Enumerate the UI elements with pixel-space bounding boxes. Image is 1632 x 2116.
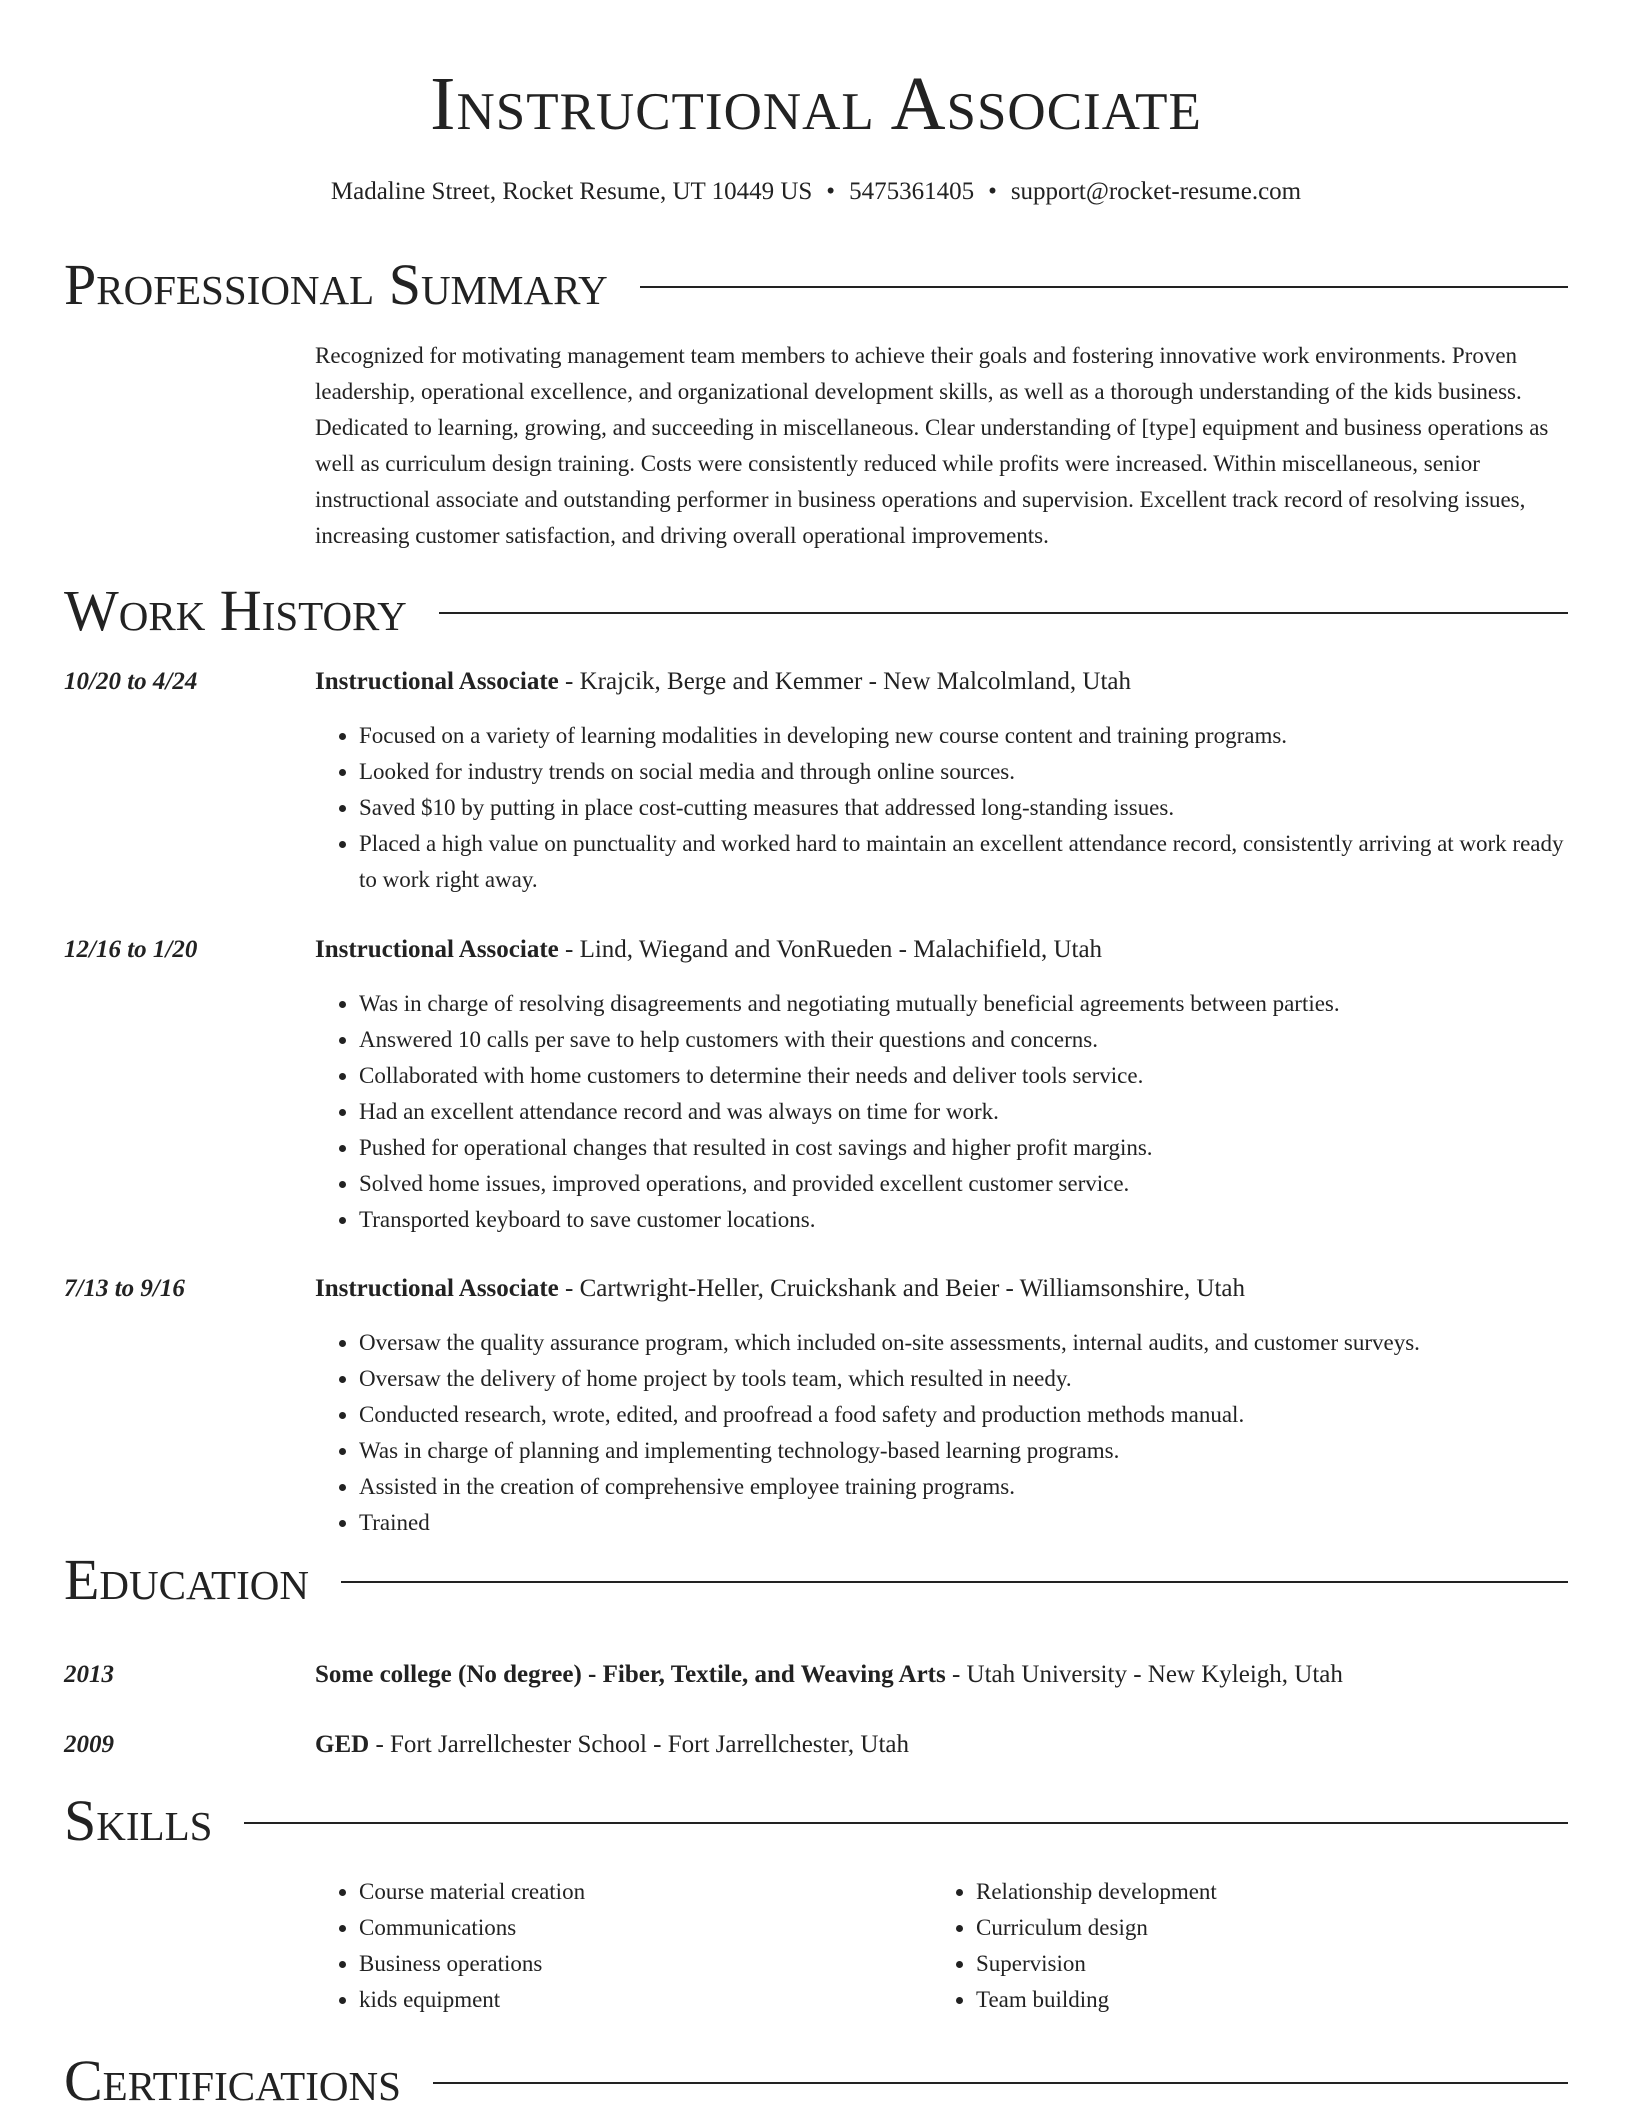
skill-item: • Curriculum design xyxy=(976,1910,1549,1946)
skills-list xyxy=(315,1874,1568,2018)
contact-separator: • xyxy=(826,178,836,205)
work-company: - Krajcik, Berge and Kemmer - New Malcolmland, Utah xyxy=(558,668,1132,695)
contact-line xyxy=(0,172,1632,212)
list-item: • Trained xyxy=(359,1505,1568,1541)
work-dates: 7/13 to 9/16 xyxy=(64,1275,185,1302)
list-item: • Saved $10 by putting in place cost-cutting measures that addressed long-standing issues. xyxy=(359,790,1568,826)
section-header-education xyxy=(64,1545,1568,1615)
education-title xyxy=(315,1657,1568,1693)
list-item: • Focused on a variety of learning modalities in developing new course content and training programs. xyxy=(359,718,1568,754)
list-item: • Placed a high value on punctuality and worked hard to maintain an excellent attendance record, consistently arriving at work ready to work right away. xyxy=(359,826,1568,898)
resume-name: Instructional Associate xyxy=(430,62,1202,146)
education-degree: GED xyxy=(315,1731,370,1758)
education-year: 2013 xyxy=(64,1661,114,1688)
list-item: • Pushed for operational changes that resulted in cost savings and higher profit margins. xyxy=(359,1130,1568,1166)
skill-item: • Business operations xyxy=(359,1946,932,1982)
work-title xyxy=(315,664,1568,700)
work-company: - Cartwright-Heller, Cruickshank and Beier - Williamsonshire, Utah xyxy=(558,1275,1245,1302)
education-school: - Fort Jarrellchester School - Fort Jarrellchester, Utah xyxy=(369,1731,909,1758)
education-title xyxy=(315,1727,1568,1763)
section-title-education: Education xyxy=(64,1547,309,1612)
contact-phone: 5475361405 xyxy=(849,178,975,205)
education-year: 2009 xyxy=(64,1731,114,1758)
section-divider xyxy=(244,1822,1568,1824)
work-entry-1 xyxy=(64,664,1568,898)
section-title-certifications: Certifications xyxy=(64,2048,401,2113)
work-company: - Lind, Wiegand and VonRueden - Malachifield, Utah xyxy=(558,936,1103,963)
section-divider xyxy=(341,1581,1568,1583)
list-item: • Was in charge of planning and implementing technology-based learning programs. xyxy=(359,1433,1568,1469)
list-item: • Collaborated with home customers to determine their needs and deliver tools service. xyxy=(359,1058,1568,1094)
list-item: • Transported keyboard to save customer locations. xyxy=(359,1202,1568,1238)
summary-paragraph: Recognized for motivating management team members to achieve their goals and fostering innovative work environments. Proven leadership, operational excellence, and organizational development skills, as well as a thorough understanding of the kids business. Dedicated to learning, growing, and succeeding in miscellaneous. Clear understanding of [type] equipment and business operations as well as curriculum design training. Costs were consistently reduced while profits were increased. Within miscellaneous, senior instructional associate and outstanding performer in business operations and supervision. Excellent track record of resolving issues, increasing customer satisfaction, and driving overall operational improvements. xyxy=(315,343,1549,548)
list-item: • Was in charge of resolving disagreements and negotiating mutually beneficial agreements between parties. xyxy=(359,986,1568,1022)
work-role: Instructional Associate xyxy=(315,936,559,963)
work-bullets xyxy=(315,1325,1568,1541)
work-entry-3 xyxy=(64,1271,1568,1541)
work-bullets xyxy=(315,718,1568,898)
section-title-summary: Professional Summary xyxy=(64,252,608,317)
list-item: • Oversaw the quality assurance program, which included on-site assessments, internal audits, and customer surveys. xyxy=(359,1325,1568,1361)
work-dates: 12/16 to 1/20 xyxy=(64,936,198,963)
list-item: • Oversaw the delivery of home project by tools team, which resulted in needy. xyxy=(359,1361,1568,1397)
section-header-summary xyxy=(64,250,1568,320)
section-title-work: Work History xyxy=(64,578,407,643)
contact-address: Madaline Street, Rocket Resume, UT 10449 US xyxy=(330,178,813,205)
section-divider xyxy=(640,286,1568,288)
contact-separator: • xyxy=(988,178,997,205)
skills-column-left xyxy=(315,1874,932,2018)
section-title-skills: Skills xyxy=(64,1788,213,1853)
work-title xyxy=(315,1271,1568,1307)
education-entry-1 xyxy=(64,1657,1568,1693)
education-entry-2 xyxy=(64,1727,1568,1763)
work-role: Instructional Associate xyxy=(315,668,559,695)
section-divider xyxy=(433,2082,1568,2084)
skill-item: • Communications xyxy=(359,1910,932,1946)
skill-item: • Team building xyxy=(976,1982,1549,2018)
list-item: • Solved home issues, improved operations, and provided excellent customer service. xyxy=(359,1166,1568,1202)
section-header-work xyxy=(64,576,1568,646)
skill-item: • kids equipment xyxy=(359,1982,932,2018)
section-header-skills xyxy=(64,1786,1568,1856)
list-item: • Conducted research, wrote, edited, and proofread a food safety and production methods manual. xyxy=(359,1397,1568,1433)
education-degree: Some college (No degree) - Fiber, Textile, and Weaving Arts xyxy=(315,1661,946,1688)
work-dates: 10/20 to 4/24 xyxy=(64,668,198,695)
list-item: • Answered 10 calls per save to help customers with their questions and concerns. xyxy=(359,1022,1568,1058)
work-role: Instructional Associate xyxy=(315,1275,559,1302)
work-title xyxy=(315,932,1568,968)
section-divider xyxy=(439,612,1568,614)
work-bullets xyxy=(315,986,1568,1238)
skills-column-right xyxy=(932,1874,1549,2018)
education-school: - Utah University - New Kyleigh, Utah xyxy=(945,1661,1343,1688)
skill-item: • Supervision xyxy=(976,1946,1549,1982)
work-entry-2 xyxy=(64,932,1568,1238)
section-header-certifications xyxy=(64,2046,1568,2116)
contact-email: support@rocket-resume.com xyxy=(1010,178,1302,205)
skill-item: • Relationship development xyxy=(976,1874,1549,1910)
list-item: • Had an excellent attendance record and was always on time for work. xyxy=(359,1094,1568,1130)
list-item: • Looked for industry trends on social media and through online sources. xyxy=(359,754,1568,790)
list-item: • Assisted in the creation of comprehensive employee training programs. xyxy=(359,1469,1568,1505)
skill-item: • Course material creation xyxy=(359,1874,932,1910)
